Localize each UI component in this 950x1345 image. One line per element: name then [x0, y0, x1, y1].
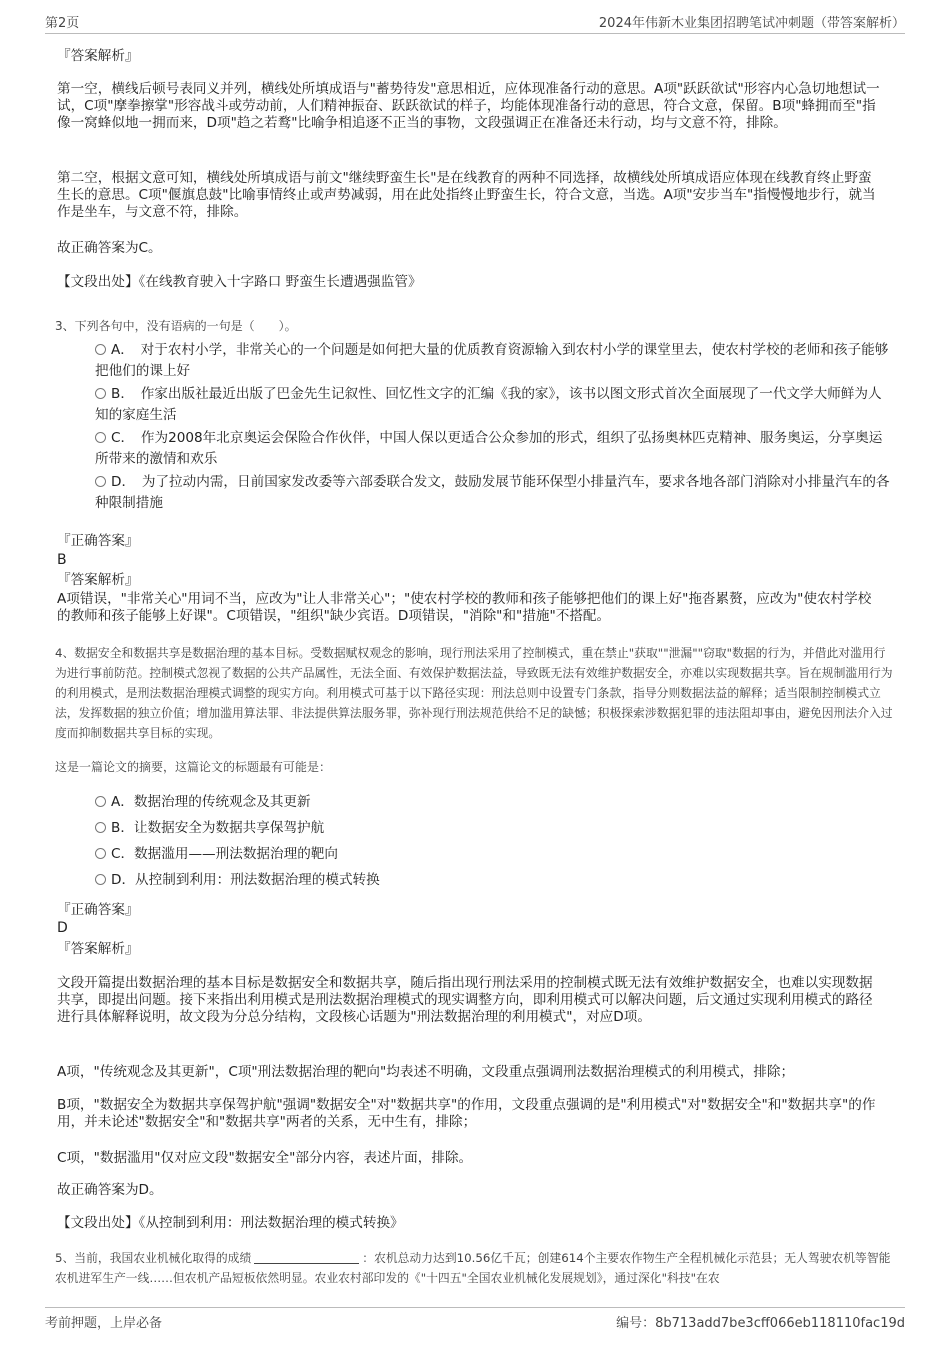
q3-title: 3、下列各句中，没有语病的一句是（ ）。 [55, 319, 297, 333]
q3-analysis-tag: 『答案解析』 [57, 572, 139, 588]
q4-option-a[interactable]: A．数据治理的传统观念及其更新 [95, 792, 890, 813]
q4-analysis-tag: 『答案解析』 [57, 941, 139, 957]
q4-passage: 4、数据安全和数据共享是数据治理的基本目标。受数据赋权观念的影响，现行刑法采用了控制模式，重在禁止"获取""泄漏""窃取"数据的行为，并借此对滥用行为进行事前防范。控制模式忽视了数据的公共产品属性，无法全面、有效保护数据法益，导致既无法有效维护数据安全，亦难以实现数据共享。旨在规制滥用行为的利用模式，是刑法数据治理模式调整的现实方向。利用模式可基于以下路径实现：刑法总则中设置专门条款，指导分则数据法益的解释；适当限制控制模式立法，发挥数据的独立价值；增加滥用算法罪、非法提供算法服务罪，弥补现行刑法规范供给不足的缺憾；积极探索涉数据犯罪的违法阻却事由，避免因刑法介入过度而抑制数据共享目标的实现。 [55, 646, 893, 740]
q4-analysis-p1: 文段开篇提出数据治理的基本目标是数据安全和数据共享，随后指出现行刑法采用的控制模式既无法有效维护数据安全，也难以实现数据共享，即提出问题。接下来指出利用模式是刑法数据治理模式的现实调整方向，即利用模式可以解决问题，后文通过实现利用模式的路径进行具体解释说明，故文段为分总分结构，文段核心话题为"刑法数据治理的利用模式"，对应D项。 [57, 975, 873, 1025]
q4-answer: D [57, 920, 68, 936]
radio-icon[interactable] [95, 796, 106, 807]
header-divider [45, 33, 905, 34]
radio-icon[interactable] [95, 476, 106, 487]
page-number: 第2页 [45, 16, 80, 31]
q2-conclusion: 故正确答案为C。 [57, 240, 162, 256]
q4-analysis-p4: C项，"数据滥用"仅对应文段"数据安全"部分内容，表述片面，排除。 [57, 1150, 473, 1166]
radio-icon[interactable] [95, 848, 106, 859]
q3-correct-tag: 『正确答案』 [57, 533, 139, 549]
radio-icon[interactable] [95, 432, 106, 443]
page-footer [45, 1312, 905, 1332]
q3-answer: B [57, 552, 67, 568]
document-code: 编号：8b713add7be3cff066eb118110fac19d [616, 1316, 905, 1331]
radio-icon[interactable] [95, 874, 106, 885]
radio-icon[interactable] [95, 344, 106, 355]
q2-source: 【文段出处】《在线教育驶入十字路口 野蛮生长遭遇强监管》 [57, 274, 422, 290]
footer-divider [45, 1307, 905, 1308]
q2-analysis-p1: 第一空，横线后顿号表同义并列，横线处所填成语与"蓄势待发"意思相近，应体现准备行动的意思。A项"跃跃欲试"形容内心急切地想试一试，C项"摩拳擦掌"形容战斗或劳动前，人们精神振奋、跃跃欲试的样子，均能体现准备行动的意思，符合文意，保留。B项"蜂拥而至"指像一窝蜂似地一拥而来，D项"趋之若鹜"比喻争相追逐不正当的事物，文段强调正在准备还未行动，均与文意不符，排除。 [57, 81, 880, 131]
q3-option-c[interactable]: C． 作为2008年北京奥运会保险合作伙伴，中国人保以更适合公众参加的形式，组织了弘扬奥林匹克精神、服务奥运，分享奥运所带来的激情和欢乐 [95, 430, 883, 467]
page-header [45, 12, 905, 32]
q4-option-b[interactable]: B．让数据安全为数据共享保驾护航 [95, 818, 890, 839]
q4-analysis-p2: A项，"传统观念及其更新"，C项"刑法数据治理的靶向"均表述不明确，文段重点强调刑法数据治理模式的利用模式，排除； [57, 1064, 795, 1080]
radio-icon[interactable] [95, 388, 106, 399]
q2-analysis-p2: 第二空，根据文意可知，横线处所填成语与前文"继续野蛮生长"是在线教育的两种不同选择，故横线处所填成语应体现在线教育终止野蛮生长的意思。C项"偃旗息鼓"比喻事情终止或声势减弱，用在此处指终止野蛮生长，符合文意，当选。A项"安步当车"指慢慢地步行，就当作是坐车，与文意不符，排除。 [57, 170, 876, 220]
q3-option-b[interactable]: B． 作家出版社最近出版了巴金先生记叙性、回忆性文字的汇编《我的家》，该书以图文形式首次全面展现了一代文学大师鲜为人知的家庭生活 [95, 386, 882, 423]
q3-option-d[interactable]: D． 为了拉动内需，日前国家发改委等六部委联合发文，鼓励发展节能环保型小排量汽车，要求各地各部门消除对小排量汽车的各种限制措施 [95, 474, 890, 511]
q4-source: 【文段出处】《从控制到利用：刑法数据治理的模式转换》 [57, 1215, 404, 1231]
footer-slogan: 考前押题，上岸必备 [45, 1316, 163, 1331]
q4-correct-tag: 『正确答案』 [57, 902, 139, 918]
q4-analysis-p3: B项，"数据安全为数据共享保驾护航"强调"数据安全"对"数据共享"的作用，文段重点强调的是"利用模式"对"数据安全"和"数据共享"的作用，并未论述"数据安全"和"数据共享"两者的关系，无中生有，排除； [57, 1097, 876, 1130]
radio-icon[interactable] [95, 822, 106, 833]
q3-analysis: A项错误，"非常关心"用词不当，应改为"让人非常关心"；"使农村学校的教师和孩子能够把他们的课上好"拖沓累赘，应改为"使农村学校的教师和孩子能够上好课"。C项错误，"组织"缺少宾语。D项错误，"消除"和"措施"不搭配。 [57, 591, 872, 624]
q4-question: 这是一篇论文的摘要，这篇论文的标题最有可能是： [55, 760, 332, 774]
fill-blank [254, 1250, 359, 1264]
q4-conclusion: 故正确答案为D。 [57, 1182, 163, 1198]
q3-option-a[interactable]: A． 对于农村小学，非常关心的一个问题是如何把大量的优质教育资源输入到农村小学的课堂里去，使农村学校的老师和孩子能够把他们的课上好 [95, 342, 889, 379]
document-title: 2024年伟新木业集团招聘笔试冲刺题（带答案解析） [598, 16, 905, 31]
q2-analysis-tag: 『答案解析』 [57, 48, 139, 64]
q5-text: 5、当前，我国农业机械化取得的成绩 ：农机总动力达到10.56亿千瓦；创建614个主要农作物生产全程机械化示范县；无人驾驶农机等智能农机进军生产一线……但农机产品短板依然明显。农业农村部印发的《"十四五"全国农业机械化发展规划》，通过深化"科技"在农 [55, 1251, 891, 1285]
q4-option-d[interactable]: D．从控制到利用：刑法数据治理的模式转换 [95, 870, 890, 891]
q4-option-c[interactable]: C．数据滥用——刑法数据治理的靶向 [95, 844, 890, 865]
